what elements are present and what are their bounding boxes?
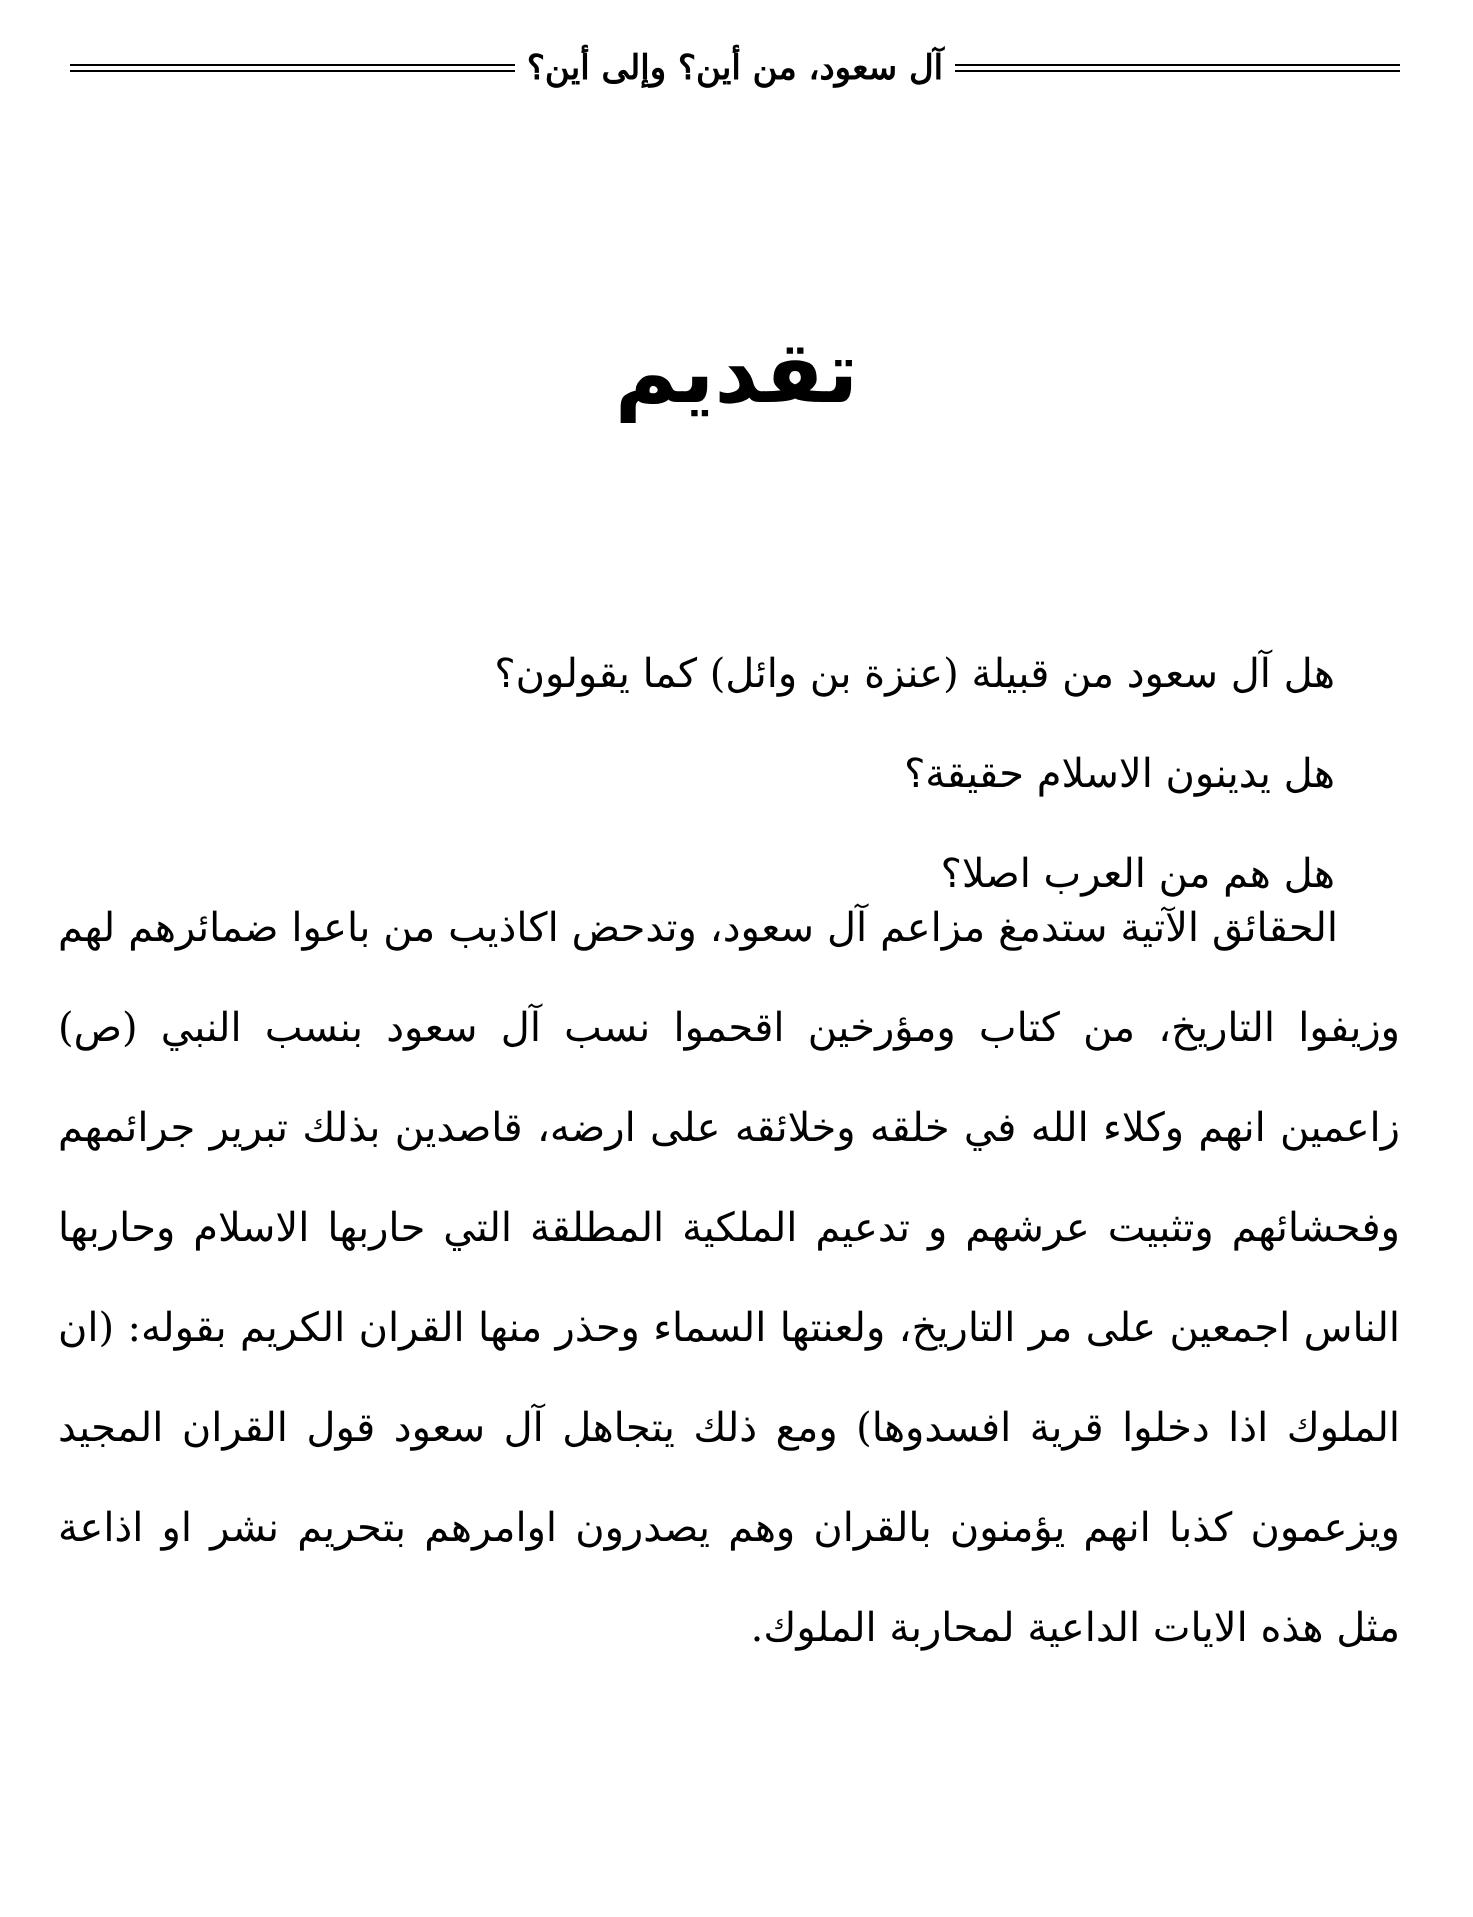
question-line: هل آل سعود من قبيلة (عنزة بن وائل) كما يقولون؟ [494, 651, 1335, 697]
running-header-title: آل سعود، من أين؟ وإلى أين؟ [526, 48, 944, 88]
header-rule-left [70, 64, 515, 72]
section-title: تقديم [614, 323, 859, 423]
question-line: هل هم من العرب اصلا؟ [940, 851, 1335, 897]
question-line: هل يدينون الاسلام حقيقة؟ [904, 751, 1335, 797]
running-header [70, 38, 1400, 98]
body-paragraph: الحقائق الآتية ستدمغ مزاعم آل سعود، وتدحض اكاذيب من باعوا ضمائرهم لهم وزيفوا التاريخ، من كتاب ومؤرخين اقحموا نسب آل سعود بنسب النبي (ص) زاعمين انهم وكلاء الله في خلقه وخلائقه على ارضه، قاصدين بذلك تبرير جرائمهم وفحشائهم وتثبيت عرشهم و تدعيم الملكية المطلقة التي حاربها الاسلام وحاربها الناس اجمعين على مر التاريخ، ولعنتها السماء وحذر منها القران الكريم بقوله: (ان الملوك اذا دخلوا قرية افسدوها) ومع ذلك يتجاهل آل سعود قول القران المجيد ويزعمون كذبا انهم يؤمنون بالقران وهم يصدرون اوامرهم بتحريم نشر او اذاعة مثل هذه الايات الداعية لمحاربة الملوك. [58, 905, 1400, 1651]
header-rule-right [955, 64, 1400, 72]
